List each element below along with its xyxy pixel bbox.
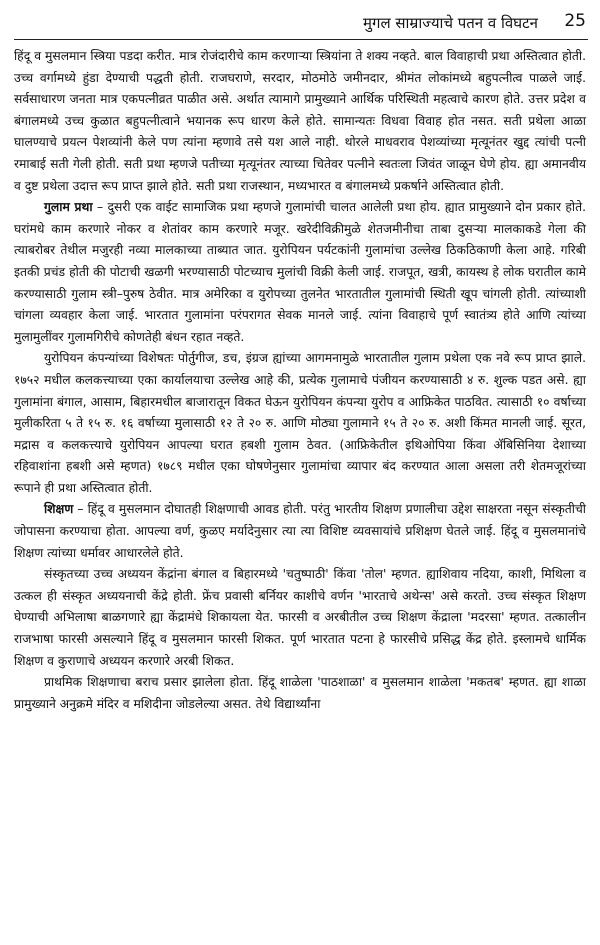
paragraph-sanskrit-centres: [14, 564, 586, 672]
paragraph-women-customs: [14, 46, 586, 197]
paragraph-text: संस्कृतच्या उच्च अध्ययन केंद्रांना बंगाल व बिहारमध्ये 'चतुष्पाठी' किंवा 'तोल' म्हणत. ह्याशिवाय नदिया, काशी, मिथिला व उत्कल ही संस्कृत अध्ययनाची केंद्रे होती. फ्रेंच प्रवासी बर्नियर काशीचे वर्णन 'भारताचे अथेन्स' असे करतो. उच्च संस्कृत शिक्षण घेण्याची अभिलाषा बाळगणारे ह्या केंद्रामंधे शिकायला येत. फारसी व अरबीतील उच्च शिक्षण केंद्राला 'मदरसा' म्हणत. तत्कालीन राजभाषा फारसी असल्याने हिंदू व मुसलमान फारसी शिकत. पूर्ण भारतात पटना हे फारसीचे प्रसिद्ध केंद्र होते. इस्लामचे धार्मिक शिक्षण व कुराणाचे अध्ययन करणारे अरबी शिकत.: [14, 567, 586, 668]
paragraph-text: – हिंदू व मुसलमान दोघातही शिक्षणाची आवड होती. परंतु भारतीय शिक्षण प्रणालीचा उद्देश साक्षरता नसून संस्कृतीची जोपासना करण्याचा होता. आपल्या वर्ण, कुळए मर्यादेनुसार त्या त्या विशिष्ट व्यवसायांचे प्रशिक्षण घेतले जाई. हिंदू व मुसलमानांचे शिक्षण त्यांच्या धर्मावर आधारलेले होते.: [14, 502, 586, 560]
page-number: 25: [564, 11, 586, 31]
paragraph-text: युरोपियन कंपन्यांच्या विशेषतः पोर्तुगीज, डच, इंग्रज ह्यांच्या आगमनामुळे भारतातील गुलाम प्रथेला एक नवे रूप प्राप्त झाले. १७५२ मधील कलकत्त्याच्या एका कार्यालयाचा उल्लेख आहे की, प्रत्येक गुलामाचे पंजीयन करण्यासाठी ४ रु. शुल्क पडत असे. ह्या गुलामांना बंगाल, आसाम, बिहारमधील बाजारातून विकत घेऊन युरोपियन कंपन्या युरोप व आफ्रिकेत पाठवित. त्यासाठी १० वर्षाच्या मुलीकरिता ५ ते १५ रु. १६ वर्षाच्या मुलासाठी १२ ते २० रु. आणि मोठ्या गुलामाने १५ ते २० रु. अशी किंमत मानली जाई. सूरत, मद्रास व कलकत्त्याचे युरोपियन आपल्या घरात हबशी गुलाम ठेवत. (आफ्रिकेतील इथिओपिया किंवा ॲबिसिनिया देशाच्या रहिवाशांना हबशी असे म्हणत) १७८९ मधील एका घोषणेनुसार गुलामांचा व्यापार बंद करण्यात आला असला तरी शेतमजूरांच्या रूपाने ही प्रथा अस्तित्वात होती.: [14, 351, 586, 495]
section-heading-education: शिक्षण: [44, 502, 74, 517]
paragraph-european-slave-trade: [14, 348, 586, 499]
header-rule: [14, 39, 588, 40]
section-heading-slavery: गुलाम प्रथा: [44, 200, 93, 215]
body-text: [14, 46, 586, 715]
page-header: [0, 10, 600, 40]
paragraph-slavery: [14, 197, 586, 348]
paragraph-text: प्राथमिक शिक्षणाचा बराच प्रसार झालेला होता. हिंदू शाळेला 'पाठशाळा' व मुसलमान शाळेला 'मकतब' म्हणत. ह्या शाळा प्रामुख्याने अनुक्रमे मंदिर व मशिदीना जोडलेल्या असत. तेथे विद्यार्थ्यांना: [14, 675, 586, 711]
paragraph-text: हिंदू व मुसलमान स्त्रिया पडदा करीत. मात्र रोजंदारीचे काम करणाऱ्या स्त्रियांना ते शक्य नव्हते. बाल विवाहाची प्रथा अस्तित्वात होती. उच्च वर्गामध्ये हुंडा देण्याची पद्धती होती. राजघराणे, सरदार, मोठमोठे जमीनदार, श्रीमंत लोकांमध्ये बहुपत्नीत्व पाळले जाई. सर्वसाधारण जनता मात्र एकपत्नीव्रत पाळीत असे. अर्थात त्यामागे प्रामुख्याने आर्थिक परिस्थिती महत्वाचे कारण होते. उत्तर प्रदेश व बंगालमध्ये उच्च कुळात बहुपत्नीत्वाने भयानक रूप धारण केले होते. सामान्यतः विधवा विवाह होत नसत. सती प्रथेला आळा घालण्याचे प्रयत्न पेशव्यांनी केले पण त्यांना म्हणावे तसे यश आले नाही. थोरले माधवराव पेशव्यांच्या मृत्यूनंतर खुद्द त्यांची पत्नी रमाबाई सती गेली होती. सती प्रथा म्हणजे पतीच्या मृत्यूनंतर त्याच्या चितेवर पत्नीने स्वतःला जिवंत जाळून घेणे होय. ह्या अमानवीय व दुष्ट प्रथेला उदात्त रूप प्राप्त झाले होते. सती प्रथा राजस्थान, मध्यभारत व बंगालमध्ये प्रकर्षाने अस्तित्वात होती.: [14, 49, 586, 193]
paragraph-text: – दुसरी एक वाईट सामाजिक प्रथा म्हणजे गुलामांची चालत आलेली प्रथा होय. ह्यात प्रामुख्याने दोन प्रकार होते. घरांमधे काम करणारे नोकर व शेतांवर काम करणारे मजूर. खरेदीविक्रीमुळे शेतजमीनीचा ताबा दुसऱ्या मालकाकडे गेला की त्याबरोबर तेथील मजुरही नव्या मालकाच्या ताब्यात जात. युरोपियन पर्यटकांनी गुलामांचा उल्लेख ठिकठिकाणी केला आहे. गरिबी इतकी प्रचंड होती की पोटाची खळगी भरण्यासाठी पोटच्याच मुलांची विक्री केली जाई. राजपूत, खत्री, कायस्थ हे लोक घरातील कामे करण्यासाठी गुलाम स्त्री–पुरुष ठेवीत. मात्र अमेरिका व युरोपच्या तुलनेत भारतातील गुलामांची स्थिती खूप चांगली होती. त्यांच्याशी चांगला व्यवहार केला जाई. भारतात गुलामांना परंपरागत सेवक मानले जाई. त्यांना विवाहाचे पूर्ण स्वातंत्र्य होते आणि त्यांच्या मुलामुलींवर गुलामगिरीचे कोणतेही बंधन रहात नव्हते.: [14, 200, 586, 344]
paragraph-education: [14, 499, 586, 564]
running-title: मुगल साम्राज्याचे पतन व विघटन: [363, 14, 538, 32]
paragraph-primary-education: [14, 672, 586, 715]
